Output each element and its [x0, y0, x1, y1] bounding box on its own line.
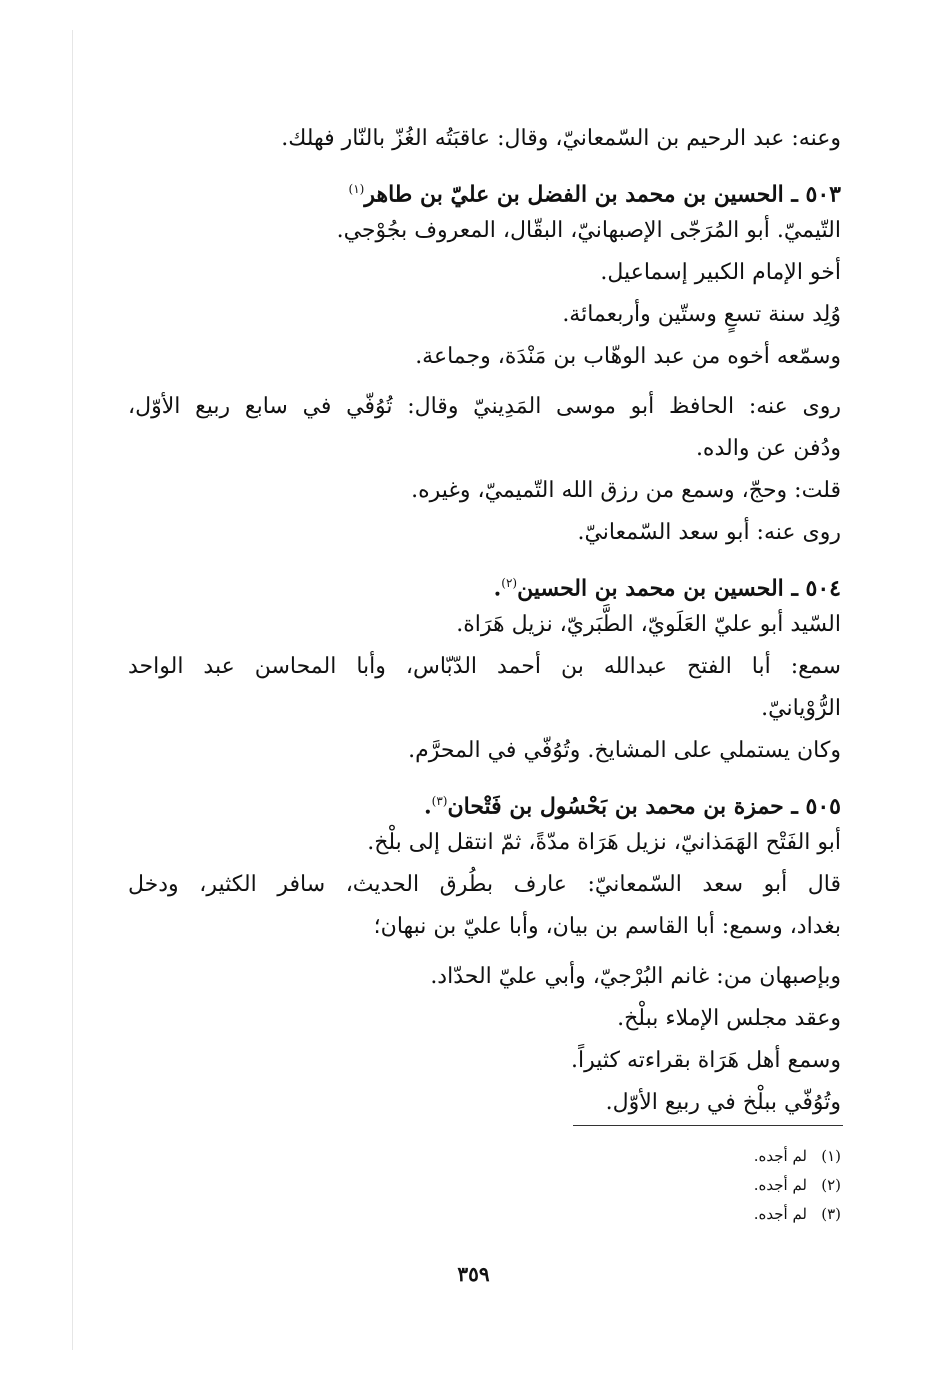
footnote-text: لم أجده. [753, 1147, 807, 1165]
footnotes [754, 1142, 841, 1229]
text-line: سمع: أبا الفتح عبدالله بن أحمد الدّبّاس، وأبا المحاسن عبد الواحد [128, 654, 841, 679]
entry-title-tail: . [493, 575, 502, 602]
text-line: روى عنه: الحافظ أبو موسى المَدِينيّ وقال: تُوُفّي في سابع ربيع الأوّل، [128, 394, 841, 419]
text-line: وسمّعه أخوه من عبد الوهّاب بن مَنْدَة، وجماعة. [415, 344, 841, 369]
footnote-ref: (٣) [431, 794, 448, 808]
text-line: قلت: وحجّ، وسمع من رزق الله التّميميّ، وغيره. [411, 478, 841, 503]
text-line: روى عنه: أبو سعد السّمعانيّ. [577, 520, 841, 545]
entry-title: ٥٠٥ ـ حمزة بن محمد بن بَحْسُول بن فَتْحان [447, 793, 841, 820]
footnote-item [754, 1171, 841, 1200]
footnote-ref: (١) [348, 182, 365, 196]
footnote-item [754, 1200, 841, 1229]
page-number: ٣٥٩ [457, 1262, 490, 1286]
text-line: وعنه: عبد الرحيم بن السّمعانيّ، وقال: عاقبَتُه الغُزّ بالنّار فهلك. [281, 126, 841, 151]
text-line: وُلِد سنة تسعٍ وستّين وأربعمائة. [562, 302, 841, 327]
text-line: الرُّوْيانيّ. [761, 696, 841, 721]
entry-heading-505 [128, 780, 841, 822]
footnote-number: (٣) [821, 1205, 841, 1223]
footnote-separator [573, 1125, 843, 1126]
entry-heading-503 [128, 168, 841, 210]
entry-title: ٥٠٤ ـ الحسين بن محمد بن الحسين [517, 575, 841, 602]
text-line: وكان يستملي على المشايخ. وتُوُفّي في المحرَّم. [408, 738, 841, 763]
entry-title: ٥٠٣ ـ الحسين بن محمد بن الفضل بن عليّ بن طاهر [364, 181, 841, 208]
footnote-item [754, 1142, 841, 1171]
text-line: وعقد مجلس الإملاء ببلْخ. [617, 1006, 841, 1031]
entry-heading-504 [128, 562, 841, 604]
footnote-ref: (٢) [501, 576, 518, 590]
entry-title-tail: . [423, 793, 432, 820]
footnote-number: (١) [821, 1147, 841, 1165]
footnote-text: لم أجده. [753, 1205, 807, 1223]
text-line: السّيد أبو عليّ العَلَويّ، الطَّبَريّ، نزيل هَرَاة. [456, 612, 841, 637]
text-line: بغداد، وسمع: أبا القاسم بن بيان، وأبا عليّ بن نبهان؛ [373, 914, 841, 939]
footnote-text: لم أجده. [753, 1176, 807, 1194]
scan-edge-line [72, 30, 73, 1350]
text-line: ودُفن عن والده. [695, 436, 841, 461]
text-line: وبإصبهان من: غانم البُرْجيّ، وأبي عليّ الحدّاد. [430, 964, 841, 989]
text-line: التّيميّ. أبو المُرَجّى الإصبهانيّ، البقّال، المعروف بجُوْجي. [336, 218, 841, 243]
text-line: وتُوُفّي ببلْخ في ربيع الأوّل. [605, 1090, 841, 1115]
footnote-number: (٢) [821, 1176, 841, 1194]
text-line: أبو الفَتْح الهَمَذانيّ، نزيل هَرَاة مدّةً، ثمّ انتقل إلى بلْخ. [367, 830, 841, 855]
text-line: أخو الإمام الكبير إسماعيل. [600, 260, 841, 285]
text-line: وسمع أهل هَرَاة بقراءته كثيراً. [571, 1048, 841, 1073]
text-line: قال أبو سعد السّمعانيّ: عارف بطُرق الحديث، سافر الكثير، ودخل [128, 872, 841, 897]
main-text [128, 118, 841, 1124]
